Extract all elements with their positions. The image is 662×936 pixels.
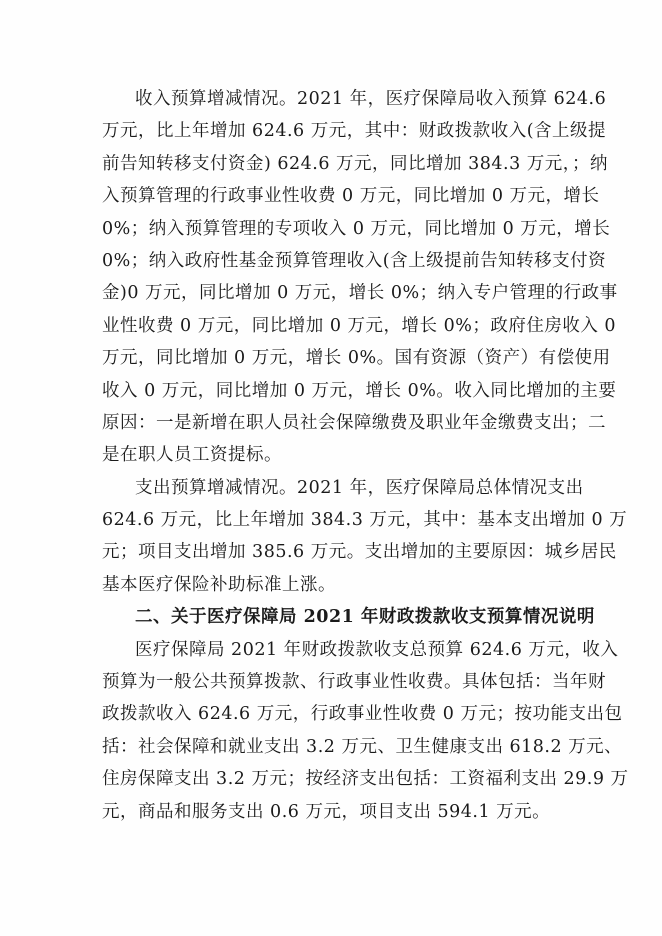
text-line: 业性收费 0 万元，同比增加 0 万元，增长 0%；政府住房收入 0 xyxy=(102,315,617,336)
text-line: 元；项目支出增加 385.6 万元。支出增加的主要原因：城乡居民 xyxy=(102,542,617,563)
text-line: 万元，同比增加 0 万元，增长 0%。国有资源（资产）有偿使用 xyxy=(102,348,611,369)
document-body xyxy=(102,83,629,828)
text-line: 支出预算增减情况。2021 年，医疗保障局总体情况支出 xyxy=(135,477,584,498)
text-line: 住房保障支出 3.2 万元；按经济支出包括：工资福利支出 29.9 万 xyxy=(102,769,629,790)
text-line: 收入预算增减情况。2021 年，医疗保障局收入预算 624.6 xyxy=(135,89,607,109)
text-line: 0%；纳入政府性基金预算管理收入(含上级提前告知转移支付资 xyxy=(102,250,607,271)
text-line: 原因：一是新增在职人员社会保障缴费及职业年金缴费支出；二 xyxy=(102,412,606,433)
text-line: 入预算管理的行政事业性收费 0 万元，同比增加 0 万元，增长 xyxy=(102,186,600,207)
text-line: 是在职人员工资提标。 xyxy=(102,445,282,466)
section-heading: 二、关于医疗保障局 2021 年财政拨款收支预算情况说明 xyxy=(135,607,595,628)
text-line: 元，商品和服务支出 0.6 万元，项目支出 594.1 万元。 xyxy=(102,801,551,822)
text-line: 医疗保障局 2021 年财政拨款收支总预算 624.6 万元，收入 xyxy=(135,639,619,660)
text-line: 预算为一般公共预算拨款、行政事业性收费。具体包括：当年财 xyxy=(102,672,606,693)
paragraph-revenue-budget xyxy=(102,83,618,472)
text-line: 收入 0 万元，同比增加 0 万元，增长 0%。收入同比增加的主要 xyxy=(102,380,617,401)
text-line: 624.6 万元，比上年增加 384.3 万元，其中：基本支出增加 0 万 xyxy=(102,510,628,531)
text-line: 0%；纳入预算管理的专项收入 0 万元，同比增加 0 万元，增长 xyxy=(102,218,611,239)
text-line: 万元，比上年增加 624.6 万元，其中：财政拨款收入(含上级提 xyxy=(102,121,607,142)
text-line: 括：社会保障和就业支出 3.2 万元、卫生健康支出 618.2 万元、 xyxy=(102,736,623,757)
text-line: 金)0 万元，同比增加 0 万元，增长 0%；纳入专户管理的行政事 xyxy=(102,283,618,304)
text-line: 前告知转移支付资金) 624.6 万元，同比增加 384.3 万元，；纳 xyxy=(102,153,609,174)
text-line: 政拨款收入 624.6 万元，行政事业性收费 0 万元；按功能支出包 xyxy=(102,704,623,725)
paragraph-expenditure-budget xyxy=(102,472,628,602)
text-line: 基本医疗保险补助标准上涨。 xyxy=(102,574,336,595)
paragraph-fiscal-appropriation xyxy=(102,634,629,828)
